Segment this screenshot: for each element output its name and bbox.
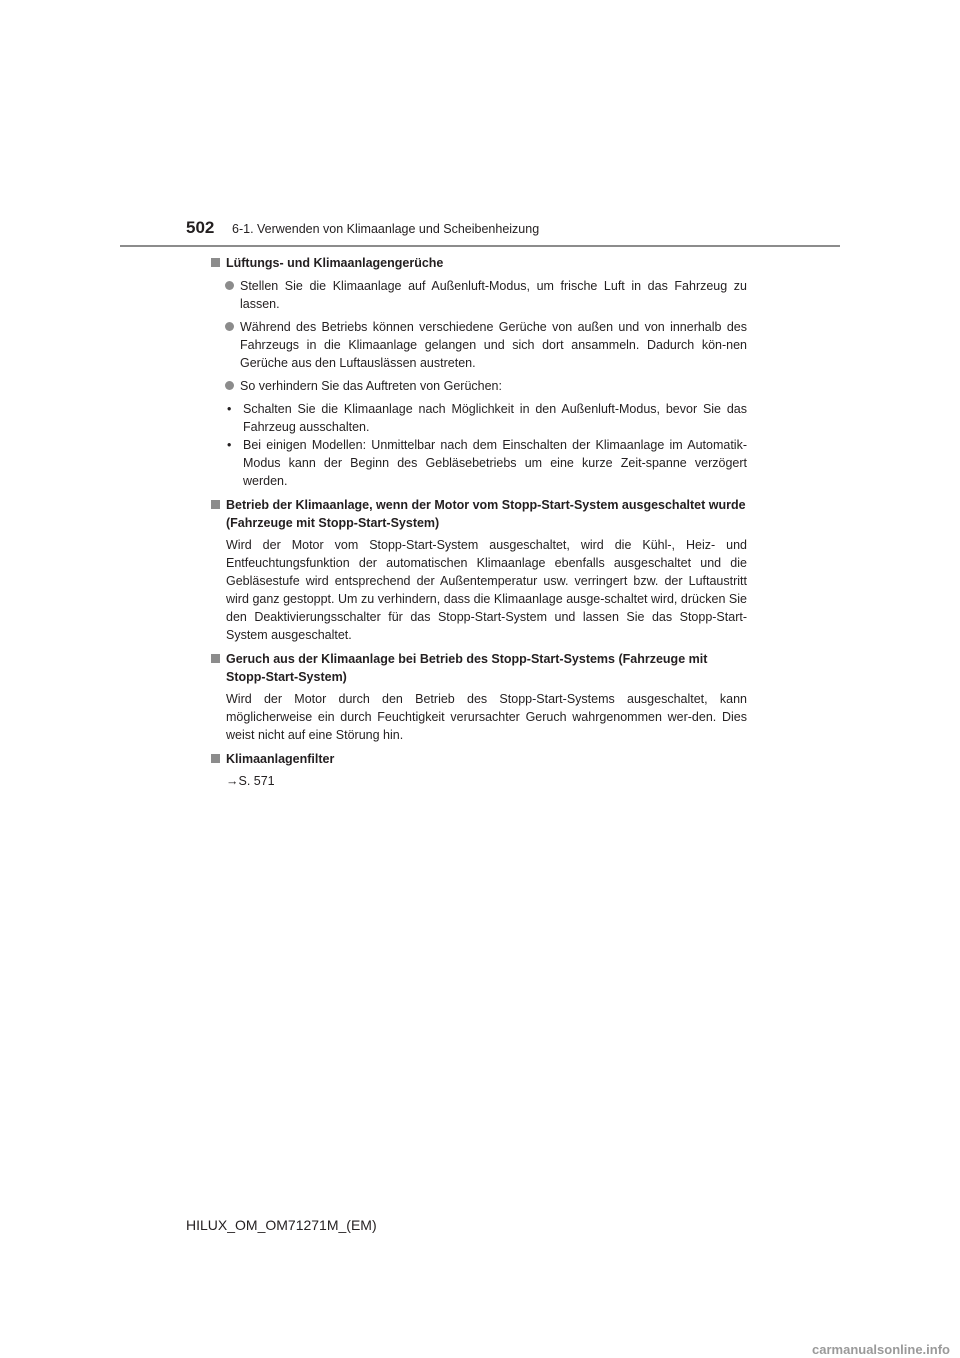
- circle-bullet-icon: [225, 322, 234, 331]
- square-bullet-icon: [211, 654, 220, 663]
- watermark: carmanualsonline.info: [812, 1342, 950, 1357]
- page-number: 502: [186, 218, 215, 237]
- sub-list-item: • Bei einigen Modellen: Unmittelbar nach dem Einschalten der Klimaanlage im Automatik-Modus kann der Beginn des Gebläsebetriebs um eine kurze Zeit-spanne verzögert werden.: [211, 436, 747, 490]
- section-body: Wird der Motor vom Stopp-Start-System ausgeschaltet, wird die Kühl-, Heiz- und Entfeuchtungsfunktion der automatischen Klimaanlage ebenfalls ausgeschaltet und die Gebläsestufe wird entsprechend der Außentemperatur usw. verringert bzw. der Luftaustritt wird ganz gestoppt. Um zu verhindern, dass die Klimaanlage ausge-schaltet wird, drücken Sie den Deaktivierungsschalter für das Stopp-Start-System und lassen Sie das Stopp-Start-System ausgeschaltet.: [226, 538, 747, 642]
- bullet-item: Während des Betriebs können verschiedene Gerüche von außen und von innerhalb des Fahrzeugs in die Klimaanlage gelangen und sich dort ansammeln. Dadurch kön-nen Gerüche aus den Luftauslässen austreten.: [211, 318, 747, 372]
- page-reference-link[interactable]: →S. 571: [226, 774, 275, 788]
- section-heading-odors: Lüftungs- und Klimaanlagengerüche: [211, 254, 747, 272]
- square-bullet-icon: [211, 754, 220, 763]
- bullet-item: Stellen Sie die Klimaanlage auf Außenluft-Modus, um frische Luft in das Fahrzeug zu lassen.: [211, 277, 747, 313]
- section-heading-filter: Klimaanlagenfilter: [211, 750, 747, 768]
- sub-bullet-mark: •: [227, 402, 232, 416]
- square-bullet-icon: [211, 258, 220, 267]
- footer-doc-code: HILUX_OM_OM71271M_(EM): [186, 1217, 377, 1233]
- square-bullet-icon: [211, 500, 220, 509]
- sub-bullet-mark: •: [227, 438, 232, 452]
- sub-list-item: • Schalten Sie die Klimaanlage nach Möglichkeit in den Außenluft-Modus, bevor Sie das Fahrzeug ausschalten.: [211, 400, 747, 436]
- header-rule: [120, 245, 840, 247]
- section-heading-stop-start-operation: Betrieb der Klimaanlage, wenn der Motor vom Stopp-Start-System ausgeschaltet wurde (Fahrzeuge mit Stopp-Start-System): [211, 496, 747, 532]
- circle-bullet-icon: [225, 381, 234, 390]
- page-content: [211, 254, 747, 790]
- circle-bullet-icon: [225, 281, 234, 290]
- sub-list: [211, 400, 747, 490]
- section-body: Wird der Motor durch den Betrieb des Stopp-Start-Systems ausgeschaltet, kann möglicherweise ein durch Feuchtigkeit verursachter Geruch wahrgenommen wer-den. Dies weist nicht auf eine Störung hin.: [226, 692, 747, 742]
- bullet-item: So verhindern Sie das Auftreten von Gerüchen:: [211, 377, 747, 395]
- section-heading-stop-start-odor: Geruch aus der Klimaanlage bei Betrieb des Stopp-Start-Systems (Fahrzeuge mit Stopp-Start-System): [211, 650, 747, 686]
- chapter-title: 6-1. Verwenden von Klimaanlage und Scheibenheizung: [232, 222, 540, 236]
